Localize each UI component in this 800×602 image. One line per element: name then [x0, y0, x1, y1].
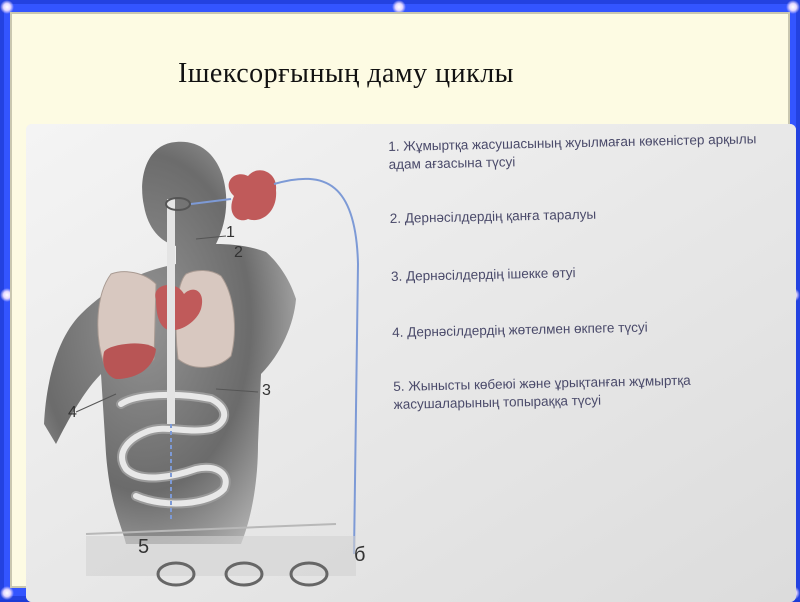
- sparkle-decoration: [0, 586, 14, 600]
- human-body-diagram: [26, 124, 796, 602]
- diagram-label-3: 3: [262, 382, 271, 399]
- slide-title: Ішексорғының даму циклы: [178, 58, 514, 89]
- legend-item-2: 2. Дернәсілдердің қанға таралуы: [389, 206, 597, 226]
- diagram-label-5: 5: [138, 536, 150, 558]
- diagram-label-4: 4: [68, 404, 77, 421]
- legend-item-5: 5. Жынысты көбеюі және ұрықтанған жұмыртқа жасушаларының топыраққа түсуі: [393, 372, 691, 412]
- slide: [10, 12, 790, 588]
- diagram-label-2: 2: [234, 244, 243, 261]
- apple: [229, 170, 277, 220]
- legend-item-4: 4. Дернәсілдердің жөтелмен өкпеге түсуі: [392, 319, 648, 340]
- lifecycle-figure-photo: [26, 124, 796, 602]
- diagram-label-6: б: [354, 544, 366, 566]
- legend-item-3: 3. Дернәсілдердің ішекке өтуі: [390, 265, 576, 284]
- soil: [86, 536, 356, 576]
- diagram-label-1: 1: [226, 224, 235, 241]
- legend-item-1: 1. Жұмыртқа жасушасының жуылмаған көкеністер арқылы адам ағзасына түсуі: [388, 131, 757, 172]
